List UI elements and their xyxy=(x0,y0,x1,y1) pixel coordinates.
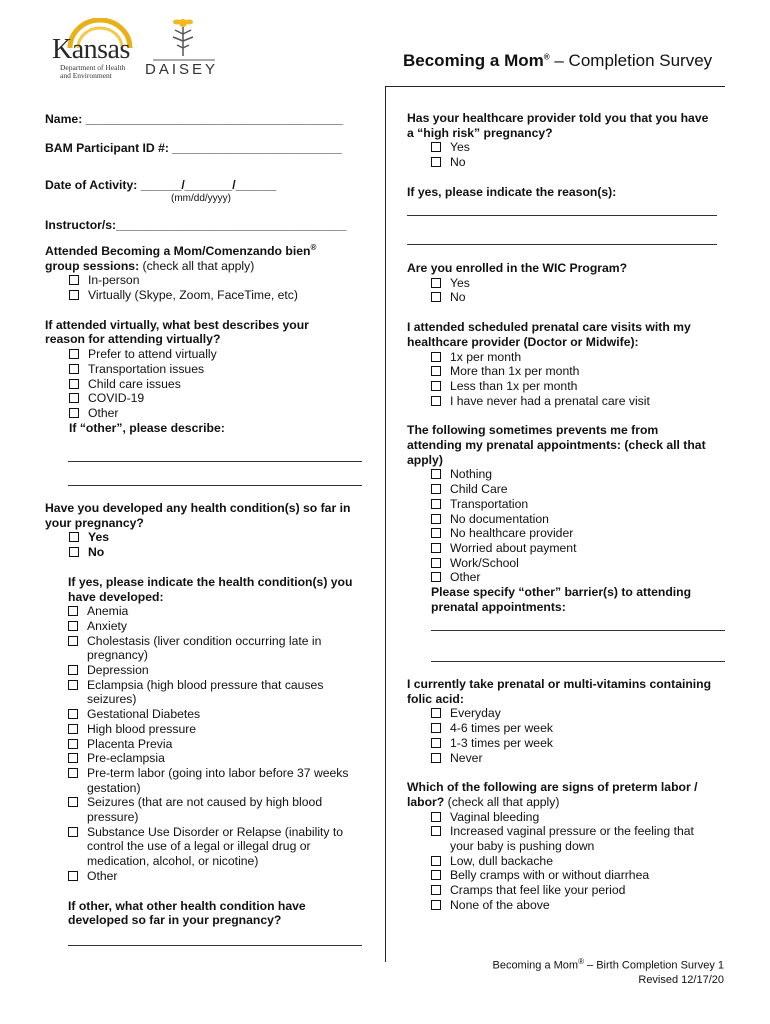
other-condition-line[interactable] xyxy=(68,945,362,946)
checkbox[interactable] xyxy=(69,547,79,557)
date-hint: (mm/dd/yyyy) xyxy=(171,193,231,205)
preterm-question-line2: labor? (check all that apply) xyxy=(407,794,560,809)
barrier-question-line2: attending my prenatal appointments: (check all that xyxy=(407,438,706,453)
right-column-lower xyxy=(407,677,732,913)
preterm-option-label: Increased vaginal pressure or the feeling that xyxy=(450,824,694,839)
option-covid[interactable]: COVID-19 xyxy=(69,391,375,406)
checkbox[interactable] xyxy=(431,812,441,822)
option-wic-yes[interactable]: Yes xyxy=(431,276,732,291)
preterm-option-label: None of the above xyxy=(450,897,550,912)
virtual-question-line2: reason for attending virtually? xyxy=(45,332,221,347)
option-vitamins-2[interactable]: 4-6 times per week xyxy=(431,721,732,736)
checkbox[interactable] xyxy=(68,709,78,719)
kansas-logo-text: Kansas xyxy=(52,34,130,65)
barrier-option[interactable] xyxy=(431,556,732,571)
daisey-logo xyxy=(143,16,223,80)
kansas-logo xyxy=(50,18,140,80)
barrier-option-label: No healthcare provider xyxy=(450,526,574,541)
condition-option-label: pregnancy) xyxy=(87,648,148,663)
high-risk-question-line2: a “high risk” pregnancy? xyxy=(407,125,553,140)
condition-option[interactable] xyxy=(68,663,375,678)
conditions-question-line2: have developed: xyxy=(68,589,164,604)
condition-option[interactable] xyxy=(68,692,375,707)
bam-id-field[interactable]: BAM Participant ID #: _________________________ xyxy=(45,140,342,155)
date-field[interactable]: Date of Activity: ______/_______/______ xyxy=(45,178,277,193)
page-title: Becoming a Mom® – Completion Survey xyxy=(403,51,713,70)
footer-line-1: Becoming a Mom® – Birth Completion Survey 1 xyxy=(492,957,724,972)
high-risk-question: Has your healthcare provider told you that you have xyxy=(407,111,709,125)
checkbox[interactable] xyxy=(69,408,79,418)
barrier-option-label: Child Care xyxy=(450,482,508,497)
checkbox[interactable] xyxy=(431,543,441,553)
checkbox[interactable] xyxy=(69,364,79,374)
checkbox[interactable] xyxy=(431,366,441,376)
option-health-yes[interactable]: Yes xyxy=(69,530,375,545)
checkbox[interactable] xyxy=(431,142,441,152)
barrier-list xyxy=(431,467,732,585)
checkbox[interactable] xyxy=(431,157,441,167)
condition-option-label: pressure) xyxy=(87,810,139,825)
preterm-option-label: your baby is pushing down xyxy=(450,839,595,854)
condition-option-label: control the use of a legal or illegal drug or xyxy=(87,839,311,854)
checkbox[interactable] xyxy=(68,739,78,749)
condition-option-label: Depression xyxy=(87,663,149,678)
condition-option-label: Gestational Diabetes xyxy=(87,707,201,722)
barrier-question-line3: apply) xyxy=(407,452,443,467)
describe-line-2[interactable] xyxy=(68,485,362,486)
condition-option-label: Substance Use Disorder or Relapse (inability to xyxy=(87,824,344,839)
condition-option-label: Anemia xyxy=(87,604,129,619)
vitamins-question-line2: folic acid: xyxy=(407,691,464,706)
checkbox[interactable] xyxy=(69,349,79,359)
condition-option-label: Pre-term labor (going into labor before 37 weeks xyxy=(87,765,349,780)
header-divider xyxy=(385,86,725,87)
condition-option[interactable] xyxy=(68,839,375,854)
checkbox[interactable] xyxy=(431,870,441,880)
barrier-option[interactable] xyxy=(431,467,732,482)
condition-option[interactable] xyxy=(68,619,375,634)
option-prefer-virtual[interactable]: Prefer to attend virtually xyxy=(69,347,375,362)
preterm-option[interactable] xyxy=(431,854,732,869)
preterm-option[interactable] xyxy=(431,898,732,913)
checkbox[interactable] xyxy=(431,352,441,362)
checkbox[interactable] xyxy=(431,278,441,288)
condition-option-label: Placenta Previa xyxy=(87,736,173,751)
checkbox[interactable] xyxy=(68,827,78,837)
checkbox[interactable] xyxy=(68,665,78,675)
checkbox[interactable] xyxy=(431,723,441,733)
barrier-option-label: Worried about payment xyxy=(450,540,577,555)
checkbox[interactable] xyxy=(68,797,78,807)
instructor-field[interactable]: Instructor/s:__________________________________ xyxy=(45,218,347,233)
condition-option[interactable] xyxy=(68,737,375,752)
checkbox[interactable] xyxy=(431,469,441,479)
left-column-lower xyxy=(45,501,375,928)
condition-option-label: Pre-eclampsia xyxy=(87,751,165,766)
condition-option[interactable] xyxy=(68,795,375,810)
preterm-option[interactable] xyxy=(431,868,732,883)
condition-option[interactable] xyxy=(68,869,375,884)
checkbox[interactable] xyxy=(68,871,78,881)
other-describe-label: If “other”, please describe: xyxy=(69,420,225,435)
preterm-list xyxy=(431,810,732,913)
condition-option[interactable] xyxy=(68,854,375,869)
option-child-care[interactable]: Child care issues xyxy=(69,377,375,392)
reason-question: If yes, please indicate the reason(s): xyxy=(407,184,617,199)
option-prenatal-4[interactable]: I have never had a prenatal care visit xyxy=(431,394,732,409)
right-column-wic xyxy=(407,261,732,614)
reason-line-1[interactable] xyxy=(407,215,717,216)
checkbox[interactable] xyxy=(431,558,441,568)
checkbox[interactable] xyxy=(69,379,79,389)
option-vitamins-3[interactable]: 1-3 times per week xyxy=(431,736,732,751)
option-vitamins-1[interactable]: Everyday xyxy=(431,706,732,721)
preterm-option-label: Vaginal bleeding xyxy=(450,809,540,824)
checkbox[interactable] xyxy=(431,381,441,391)
checkbox[interactable] xyxy=(431,396,441,406)
barrier-other-label-line2: prenatal appointments: xyxy=(431,599,566,614)
condition-option[interactable] xyxy=(68,648,375,663)
right-column xyxy=(407,111,732,200)
footer xyxy=(492,955,724,987)
barrier-option[interactable] xyxy=(431,497,732,512)
checkbox[interactable] xyxy=(431,528,441,538)
barrier-other-label: Please specify “other” barrier(s) to attending xyxy=(431,585,692,600)
condition-option-label: Anxiety xyxy=(87,618,127,633)
condition-option-label: medication, alcohol, or nicotine) xyxy=(87,854,259,869)
option-in-person[interactable]: In-person xyxy=(69,273,375,288)
checkbox[interactable] xyxy=(431,292,441,302)
name-field[interactable]: Name: ______________________________________ xyxy=(45,112,344,126)
describe-line-1[interactable] xyxy=(68,461,362,462)
checkbox[interactable] xyxy=(68,753,78,763)
condition-option[interactable] xyxy=(68,751,375,766)
option-prenatal-2[interactable]: More than 1x per month xyxy=(431,364,732,379)
preterm-option[interactable] xyxy=(431,810,732,825)
preterm-question: Which of the following are signs of preterm labor / xyxy=(407,780,698,795)
condition-option[interactable] xyxy=(68,825,375,840)
barrier-option[interactable] xyxy=(431,512,732,527)
barrier-line-1[interactable] xyxy=(431,630,725,631)
attended-question-line2: group sessions: (check all that apply) xyxy=(45,258,255,273)
barrier-question: The following sometimes prevents me from xyxy=(407,423,659,438)
prenatal-question-line2: healthcare provider (Doctor or Midwife): xyxy=(407,334,639,349)
checkbox[interactable] xyxy=(68,724,78,734)
condition-option-label: Eclampsia (high blood pressure that causes xyxy=(87,677,324,692)
condition-option-label: seizures) xyxy=(87,692,137,707)
option-prenatal-3[interactable]: Less than 1x per month xyxy=(431,379,732,394)
column-divider xyxy=(385,86,386,962)
condition-option[interactable] xyxy=(68,781,375,796)
checkbox[interactable] xyxy=(431,753,441,763)
conditions-question: If yes, please indicate the health condition(s) you xyxy=(68,574,353,589)
barrier-option[interactable] xyxy=(431,541,732,556)
condition-option[interactable] xyxy=(68,634,375,649)
prenatal-question: I attended scheduled prenatal care visits with my xyxy=(407,320,691,335)
checkbox[interactable] xyxy=(68,636,78,646)
barrier-option[interactable] xyxy=(431,570,732,585)
preterm-option-label: Cramps that feel like your period xyxy=(450,883,626,898)
checkbox[interactable] xyxy=(431,484,441,494)
other-condition-question: If other, what other health condition have xyxy=(68,898,306,913)
condition-option[interactable] xyxy=(68,678,375,693)
health-question-line2: your pregnancy? xyxy=(45,515,144,530)
condition-option-label: gestation) xyxy=(87,780,141,795)
barrier-option[interactable] xyxy=(431,482,732,497)
barrier-option-label: Nothing xyxy=(450,467,493,482)
option-transportation[interactable]: Transportation issues xyxy=(69,362,375,377)
condition-option-label: Cholestasis (liver condition occurring late in xyxy=(87,633,322,648)
preterm-option[interactable] xyxy=(431,883,732,898)
condition-option[interactable] xyxy=(68,766,375,781)
checkbox[interactable] xyxy=(68,606,78,616)
attended-question: Attended Becoming a Mom/Comenzando bien® xyxy=(45,242,317,258)
wic-question: Are you enrolled in the WIC Program? xyxy=(407,261,628,275)
health-question: Have you developed any health condition(s) so far in xyxy=(45,501,351,515)
checkbox[interactable] xyxy=(68,768,78,778)
virtual-question: If attended virtually, what best describes your xyxy=(45,317,309,332)
barrier-option-label: Transportation xyxy=(450,496,529,511)
footer-revised: Revised 12/17/20 xyxy=(638,973,724,986)
barrier-line-2[interactable] xyxy=(431,661,725,662)
barrier-option-label: No documentation xyxy=(450,511,549,526)
condition-option[interactable] xyxy=(68,810,375,825)
option-high-risk-yes[interactable]: Yes xyxy=(431,140,732,155)
condition-option-label: Other xyxy=(87,868,118,883)
preterm-option-label: Belly cramps with or without diarrhea xyxy=(450,868,650,883)
option-other[interactable]: Other xyxy=(69,406,375,421)
option-vitamins-4[interactable]: Never xyxy=(431,751,732,766)
checkbox[interactable] xyxy=(68,621,78,631)
checkbox[interactable] xyxy=(431,572,441,582)
checkbox[interactable] xyxy=(431,514,441,524)
option-virtually[interactable]: Virtually (Skype, Zoom, FaceTime, etc) xyxy=(69,288,375,303)
option-high-risk-no[interactable]: No xyxy=(431,155,732,170)
option-wic-no[interactable]: No xyxy=(431,290,732,305)
preterm-option-label: Low, dull backache xyxy=(450,853,553,868)
barrier-option-label: Work/School xyxy=(450,555,519,570)
checkbox[interactable] xyxy=(431,856,441,866)
kansas-logo-sub1: Department of Health xyxy=(60,63,126,72)
reason-line-2[interactable] xyxy=(407,244,717,245)
checkbox[interactable] xyxy=(69,290,79,300)
barrier-option[interactable] xyxy=(431,526,732,541)
checkbox[interactable] xyxy=(69,532,79,542)
checkbox[interactable] xyxy=(68,680,78,690)
daisy-plant-icon xyxy=(143,16,223,62)
checkbox[interactable] xyxy=(431,900,441,910)
preterm-option[interactable] xyxy=(431,839,732,854)
option-prenatal-1[interactable]: 1x per month xyxy=(431,350,732,365)
option-health-no[interactable]: No xyxy=(69,545,375,560)
condition-option-label: High blood pressure xyxy=(87,721,197,736)
checkbox[interactable] xyxy=(431,885,441,895)
checkbox[interactable] xyxy=(431,499,441,509)
kansas-logo-sub2: and Environment xyxy=(60,71,112,80)
daisey-logo-text: DAISEY xyxy=(145,61,219,78)
left-column xyxy=(45,112,375,435)
condition-option[interactable] xyxy=(68,707,375,722)
checkbox[interactable] xyxy=(431,738,441,748)
checkbox[interactable] xyxy=(431,708,441,718)
vitamins-question: I currently take prenatal or multi-vitamins containing xyxy=(407,677,712,691)
condition-option[interactable] xyxy=(68,722,375,737)
checkbox[interactable] xyxy=(69,393,79,403)
barrier-option-label: Other xyxy=(450,570,481,585)
condition-option-label: Seizures (that are not caused by high blood xyxy=(87,795,323,810)
checkbox[interactable] xyxy=(431,826,441,836)
other-condition-question-line2: developed so far in your pregnancy? xyxy=(68,913,282,928)
preterm-option[interactable] xyxy=(431,824,732,839)
checkbox[interactable] xyxy=(69,275,79,285)
conditions-list xyxy=(68,604,375,883)
condition-option[interactable] xyxy=(68,604,375,619)
